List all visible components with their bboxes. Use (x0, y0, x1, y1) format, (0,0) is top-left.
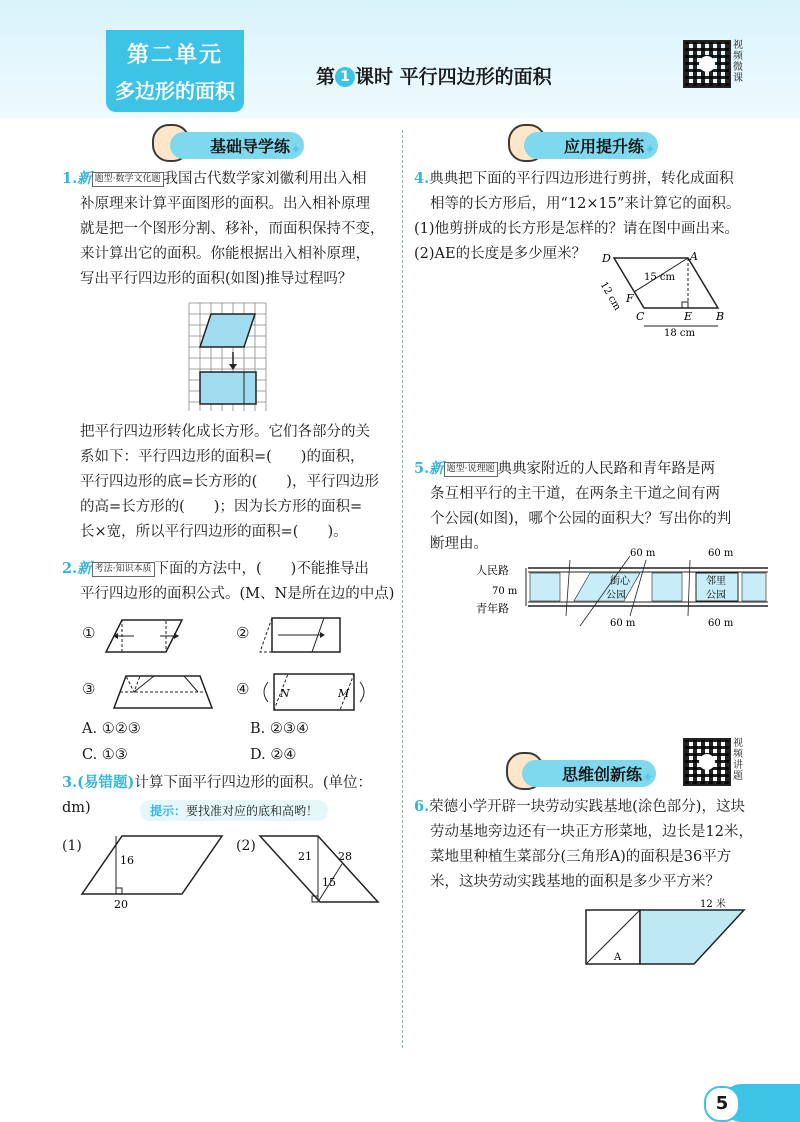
svg-text:70 m: 70 m (492, 586, 518, 597)
fig-label-3: ③ (82, 680, 96, 698)
svg-text:公园: 公园 (606, 590, 626, 601)
qr-label: 视频讲题 (733, 738, 743, 782)
svg-text:15 cm: 15 cm (644, 272, 675, 283)
question-3: 3.(易错题)计算下面平行四边形的面积。(单位：dm) (62, 774, 373, 816)
star-icon: ✦ (644, 142, 656, 158)
method-figure-4 (258, 668, 370, 716)
question-tag: 题型·数学文化题 (92, 172, 164, 187)
question-tag: 题型·说理题 (444, 462, 498, 477)
question-6: 6.荣德小学开辟一块劳动实践基地(涂色部分)，这块 劳动基地旁边还有一块正方形菜地，边长是12米， 菜地里种植生菜部分(三角形A)的面积是36平方 米，这块劳动实践基地的面积是多少平方米？ (414, 798, 753, 890)
question-2: 2.新 考法·知识本质 下面的方法中，( )不能推导出 平行四边形的面积公式。(M、N是所在边的中点) (62, 560, 395, 602)
question-1: 1.新 题型·数学文化题 我国古代数学家刘徽利用出入相 补原理来计算平面图形的面积。出入相补原理 就是把一个图形分割、移补，而面积保持不变， 来计算出它的面积。你能根据出入相补原理， 写出平行四边形的面积(如图)推导过程吗？ (62, 170, 385, 287)
option-a[interactable]: A. ①②③ (82, 721, 141, 737)
unit-title: 第二单元 (126, 43, 223, 68)
svg-text:12 cm: 12 cm (597, 280, 623, 313)
garden-figure (584, 896, 754, 972)
lesson-number: 1 (335, 67, 355, 87)
section-title-basic: 基础导学练 (170, 132, 304, 159)
option-c[interactable]: C. ①③ (82, 747, 128, 763)
svg-text:A: A (690, 250, 698, 263)
section-title-applied: 应用提升练 (524, 132, 658, 159)
svg-text:60 m: 60 m (708, 548, 734, 559)
svg-text:F: F (626, 292, 634, 305)
question-5: 5.新 题型·说理题 典典家附近的人民路和青年路是两 条互相平行的主干道，在两条主干道之间有两 个公园(如图)，哪个公园的面积大？写出你的判 断理由。 (414, 460, 732, 552)
fig-label-2: ② (236, 624, 250, 642)
lesson-title: 第 1 课时 平行四边形的面积 (316, 66, 552, 88)
fig2-c: 15 (322, 876, 336, 889)
grid-figure (188, 302, 274, 412)
page-number: 5 (704, 1086, 740, 1122)
star-icon: ✦ (642, 770, 654, 786)
svg-text:60 m: 60 m (630, 548, 656, 559)
question-4: 4.典典把下面的平行四边形进行剪拼，转化成面积 相等的长方形后，用“12×15”来计算它的面积。 (1)他剪拼成的长方形是怎样的？请在图中画出来。 (2)AE的长度是多少厘米？ (414, 170, 741, 262)
svg-text:公园: 公园 (706, 590, 726, 601)
parallelogram-figure-1 (80, 830, 226, 912)
section-title-thinking: 思维创新练 (522, 760, 656, 787)
option-b[interactable]: B. ②③④ (250, 721, 309, 737)
svg-text:60 m: 60 m (708, 618, 734, 629)
question-tag: 考法·知识本质 (92, 562, 155, 577)
label-m: M (338, 687, 350, 700)
fig-label-1: ① (82, 624, 96, 642)
svg-text:B: B (716, 310, 725, 323)
fig1-height: 16 (120, 854, 134, 867)
method-figure-1 (104, 612, 190, 658)
option-d[interactable]: D. ②④ (250, 747, 297, 763)
method-figure-3 (104, 670, 214, 714)
svg-text:C: C (636, 310, 645, 323)
svg-text:D: D (602, 252, 611, 265)
column-divider (402, 130, 403, 1048)
svg-text:18 cm: 18 cm (664, 328, 695, 339)
svg-text:青年路: 青年路 (476, 602, 509, 615)
fig2-a: 21 (298, 850, 312, 863)
qr-label: 视频微课 (733, 40, 743, 84)
qr-code-icon[interactable] (683, 40, 731, 88)
parallelogram-figure-2 (258, 830, 388, 912)
question-1-answer: 把平行四边形转化成长方形。它们各部分的关 系如下：平行四边形的面积=( )的面积， 平行四边形的底=长方形的( )，平行四边形 的高=长方形的( )；因为长方形的面积= 长×宽，所以平行四边形的面积=( )。 (80, 424, 379, 540)
hint-box: 提示：要找准对应的底和高哟！ (140, 800, 328, 821)
method-figure-2 (258, 612, 346, 658)
fig1-base: 20 (114, 898, 128, 911)
label-n: N (280, 687, 290, 700)
svg-text:街心: 街心 (610, 576, 630, 587)
sub-label-2: (2) (236, 838, 256, 854)
fig-label-4: ④ (236, 680, 250, 698)
svg-text:60 m: 60 m (610, 618, 636, 629)
svg-text:人民路: 人民路 (476, 564, 509, 577)
svg-text:A: A (614, 952, 622, 963)
qr-code-icon[interactable] (683, 738, 731, 786)
svg-text:E: E (684, 310, 693, 323)
fig2-b: 28 (338, 850, 352, 863)
unit-subtitle: 多边形的面积 (115, 79, 235, 103)
svg-text:12 米: 12 米 (700, 899, 726, 910)
sub-label-1: (1) (62, 838, 82, 854)
parallelogram-cut-figure (592, 250, 732, 340)
parks-figure (470, 546, 770, 632)
star-icon: ✦ (290, 142, 302, 158)
unit-badge (106, 30, 244, 112)
svg-text:邻里: 邻里 (706, 576, 726, 587)
